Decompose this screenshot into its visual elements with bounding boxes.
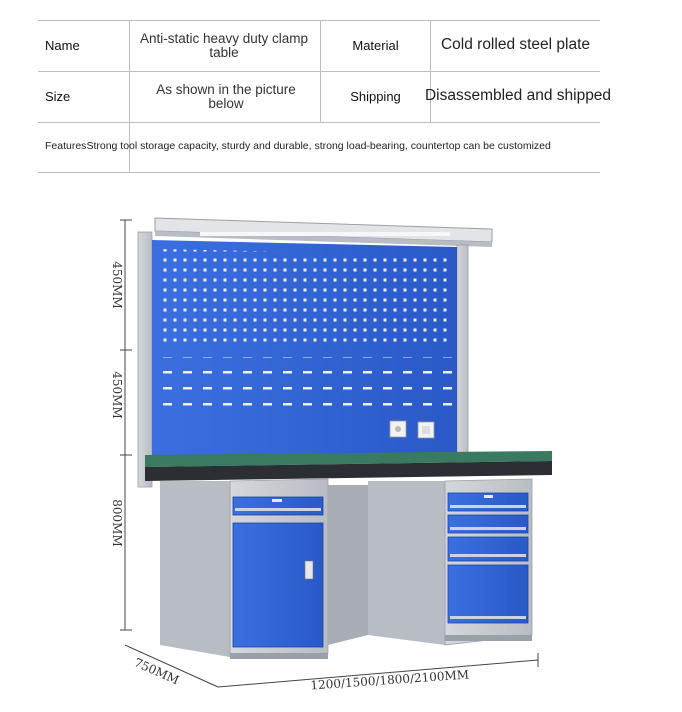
workbench-illustration xyxy=(100,205,560,700)
size-label: Size xyxy=(45,88,71,104)
table-divider xyxy=(38,172,600,173)
material-value: Cold rolled steel plate xyxy=(440,36,591,54)
left-upright xyxy=(138,232,152,487)
worktop xyxy=(145,451,552,481)
spec-table xyxy=(38,20,612,173)
workbench-drawing xyxy=(100,205,560,700)
features-label: Features xyxy=(45,140,87,153)
name-value: Anti-static heavy duty clamp table xyxy=(139,30,309,60)
left-base xyxy=(230,653,328,659)
pegboard-panel xyxy=(152,240,457,460)
table-height-dimension: 800MM xyxy=(110,499,124,547)
pegboard-top-dimension: 450MM xyxy=(110,261,124,309)
features-value: Strong tool storage capacity, sturdy and durable, strong load-bearing, countertop can be customized xyxy=(86,140,551,153)
shipping-label: Shipping xyxy=(350,88,401,104)
material-label: Material xyxy=(352,37,399,53)
width-dimension: 1200/1500/1800/2100MM xyxy=(309,667,470,693)
shipping-value: Disassembled and shipped xyxy=(424,87,612,105)
right-base xyxy=(445,635,532,641)
right-cabinet xyxy=(368,479,532,645)
center-back-panel xyxy=(328,485,368,645)
features-row xyxy=(45,122,605,172)
right-upright xyxy=(457,245,468,455)
name-label: Name xyxy=(45,37,80,53)
size-value: As shown in the picture below xyxy=(156,81,296,111)
pegboard-bottom-dimension: 450MM xyxy=(110,371,124,419)
depth-dimension: 750MM xyxy=(132,655,182,688)
left-cabinet xyxy=(160,479,328,657)
